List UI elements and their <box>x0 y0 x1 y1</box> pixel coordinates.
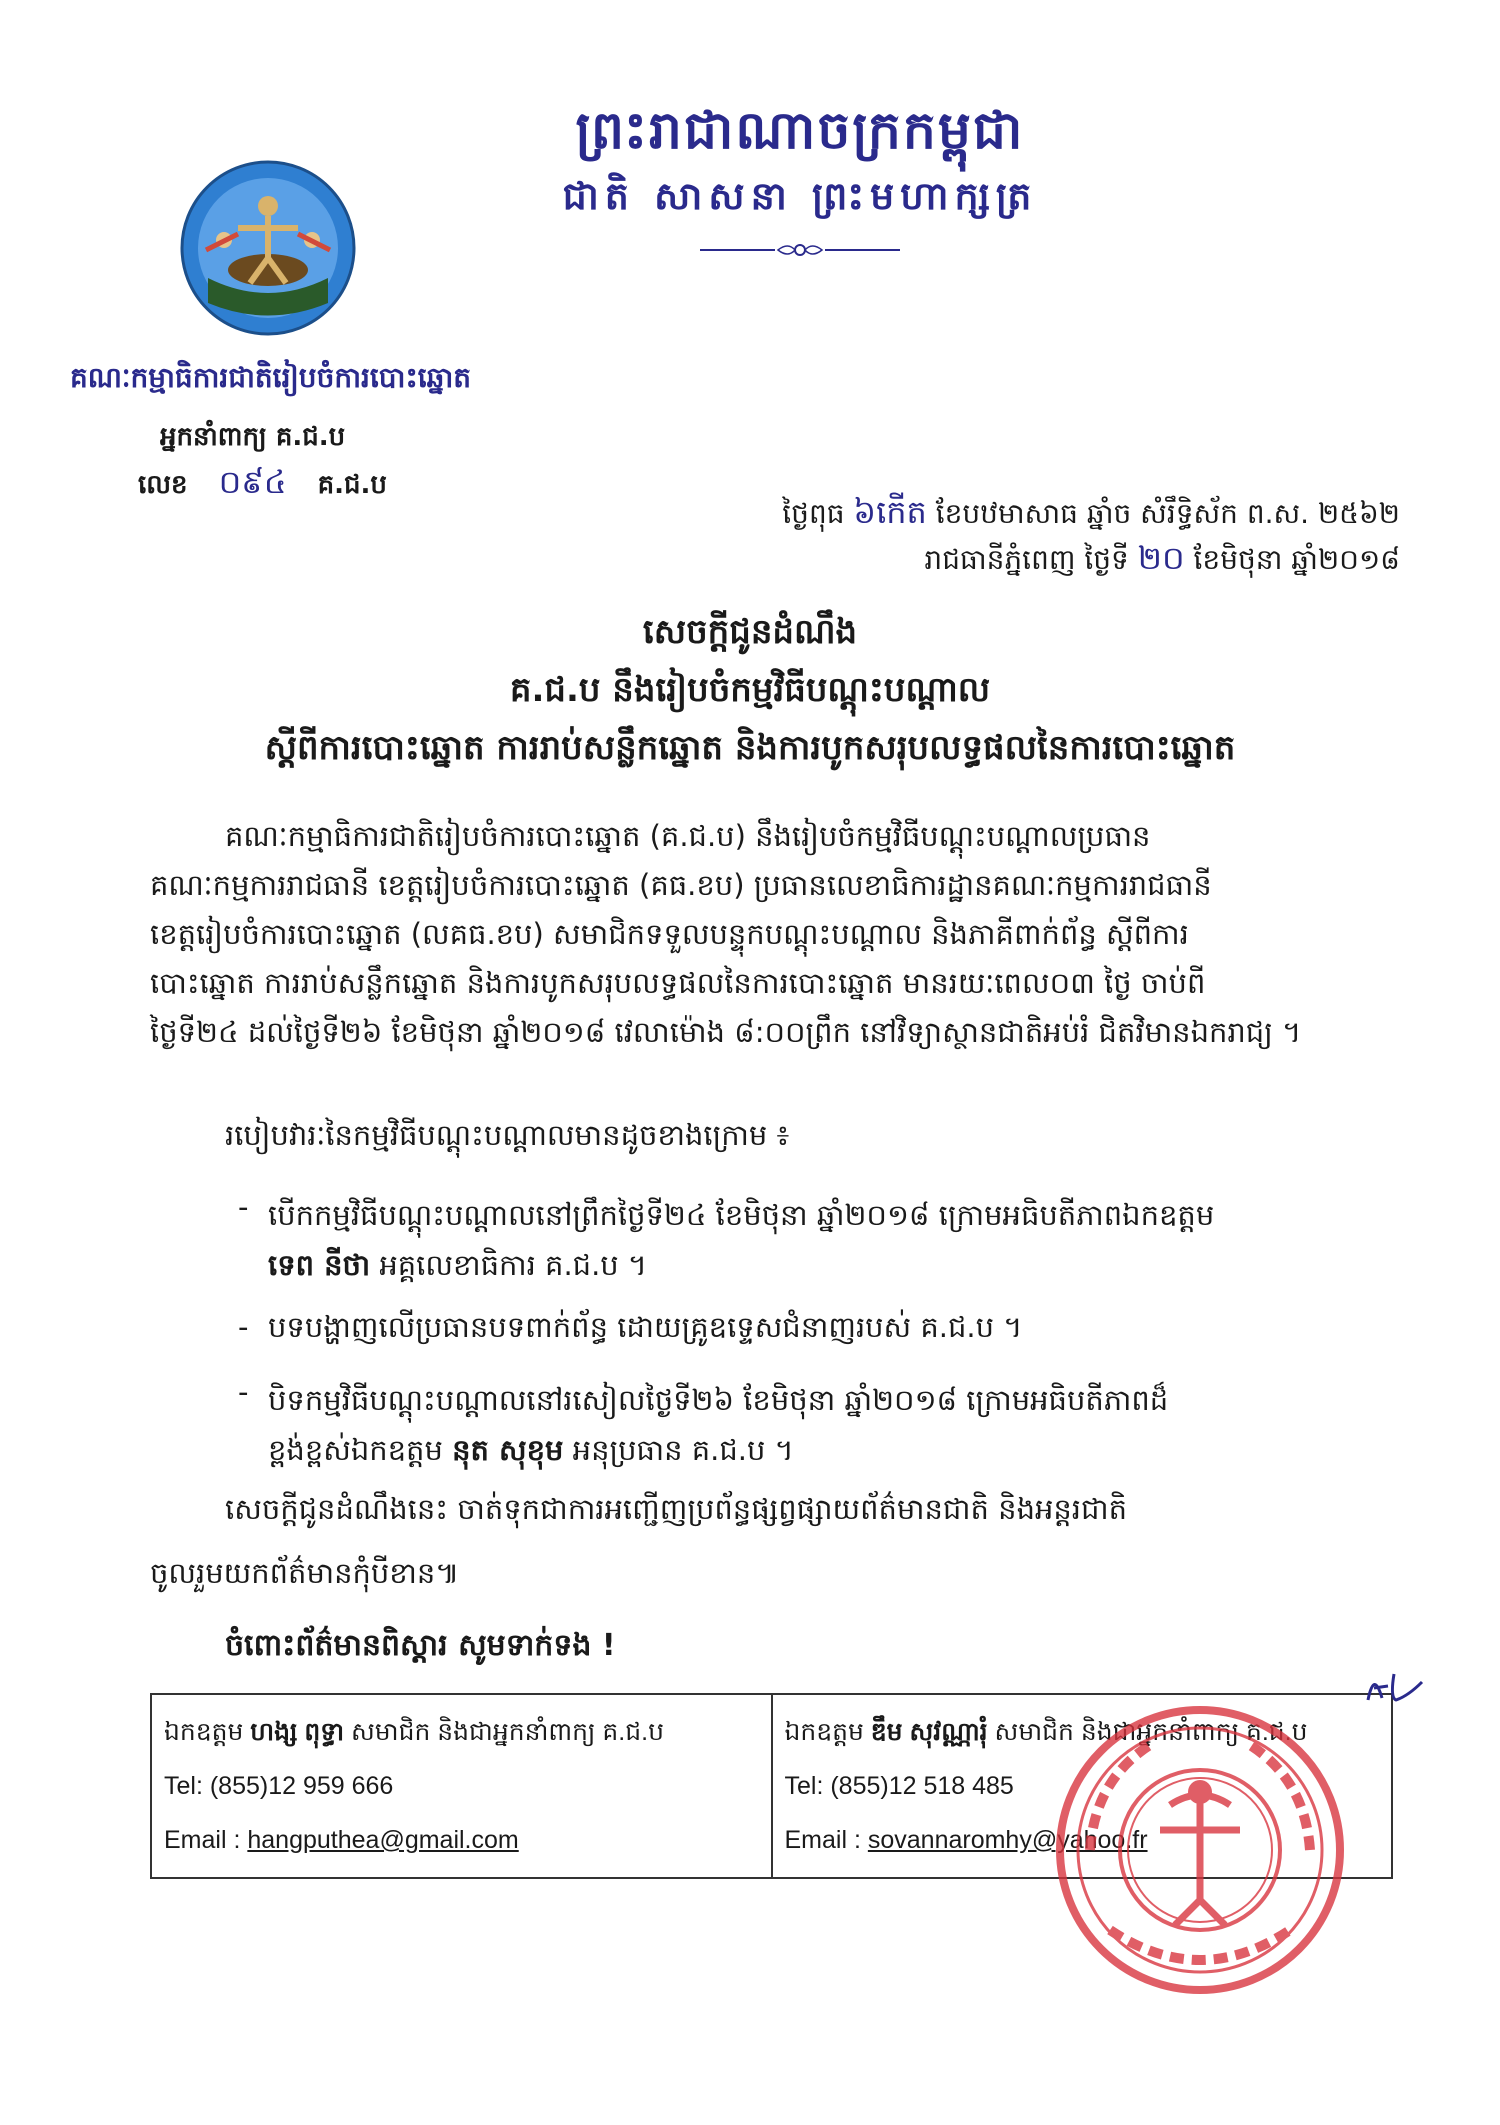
agenda-item-3-line2 <box>268 1425 1398 1475</box>
contact-title <box>164 1705 759 1759</box>
contact-tel: Tel: (855)12 959 666 <box>164 1772 394 1800</box>
lunar-rest: ខែបឋមាសាធ ឆ្នាំច សំរឹទ្ធិស័ក ព.ស. ២៥៦២ <box>935 497 1400 530</box>
ref-number-handwritten: ០៩៤ <box>218 463 287 501</box>
ref-suffix: គ.ជ.ប <box>317 470 387 500</box>
notice-subtitle-2: ស្តីពីការបោះឆ្នោត ការរាប់សន្លឹកឆ្នោត និងការបូកសរុបលទ្ធផលនៃការបោះឆ្នោត <box>264 728 1236 768</box>
notice-subtitle-1: គ.ជ.ប នឹងរៀបចំកម្មវិធីបណ្តុះបណ្តាល <box>509 670 991 710</box>
list-dash: - <box>238 1310 249 1344</box>
national-motto: ជាតិ សាសនា ព្រះមហាក្សត្រ <box>562 173 1038 218</box>
official-title: អគ្គលេខាធិការ គ.ជ.ប ។ <box>370 1248 648 1282</box>
ornament-divider-icon <box>700 240 900 260</box>
intro-paragraph-cont <box>150 861 1395 1057</box>
lunar-date <box>640 492 1400 539</box>
contact-email-row <box>164 1813 759 1867</box>
lunar-handwritten: ៦កើត <box>853 493 927 531</box>
title-suffix: សមាជិក និងជាអ្នកនាំពាក្យ គ.ជ.ប <box>344 1718 664 1746</box>
official-name: ទេព នីថា <box>268 1248 371 1282</box>
list-dash: - <box>238 1190 249 1224</box>
solar-date <box>640 538 1400 585</box>
official-name: នុត សុខុម <box>452 1433 564 1467</box>
official-seal-stamp-icon <box>1050 1700 1350 2000</box>
contact-name: ឌឹម សុវណ្ណារុំ <box>870 1718 988 1746</box>
item3-pre: ខ្ពង់ខ្ពស់ឯកឧត្តម <box>268 1433 453 1467</box>
spokesperson-label: អ្នកនាំពាក្យ គ.ជ.ប <box>160 422 346 452</box>
title-prefix: ឯកឧត្តម <box>164 1718 251 1746</box>
list-dash: - <box>238 1375 249 1409</box>
paragraph-line: គណៈកម្មាធិការជាតិរៀបចំការបោះឆ្នោត (គ.ជ.ប) នឹងរៀបចំកម្មវិធីបណ្តុះបណ្តាលប្រធាន <box>225 819 1151 853</box>
closing-line-2: ចូលរួមយកព័ត៌មានកុំបីខាន៕ <box>150 1556 460 1590</box>
agenda-item-3 <box>268 1375 1398 1475</box>
title-suffix: សមាជិក និងជាអ្នកនាំពាក្យ គ.ជ.ប <box>987 1718 1308 1746</box>
agenda-item-2: បទបង្ហាញលើប្រធានបទពាក់ព័ន្ធ ដោយគ្រូឧទ្ទេសជំនាញរបស់ គ.ជ.ប ។ <box>268 1310 1023 1344</box>
nec-logo-icon <box>178 158 358 338</box>
solar-prefix: រាជធានីភ្នំពេញ ថ្ងៃទី <box>924 543 1129 576</box>
title-prefix: ឯកឧត្តម <box>784 1718 871 1746</box>
email-label: Email : <box>164 1826 248 1854</box>
contact-tel: Tel: (855)12 518 485 <box>784 1772 1014 1800</box>
email-label: Email : <box>784 1826 868 1854</box>
organization-name: គណៈកម្មាធិការជាតិរៀបចំការបោះឆ្នោត <box>70 361 472 394</box>
notice-title: សេចក្តីជូនដំណឹង <box>642 612 858 652</box>
paragraph-line: ខេត្តរៀបចំការបោះឆ្នោត (លគធ.ខប) សមាជិកទទួលបន្ទុកបណ្តុះបណ្តាល និងភាគីពាក់ព័ន្ធ ស្តីពីការ <box>150 917 1189 951</box>
contact-card-1 <box>151 1694 772 1878</box>
email-link[interactable]: sovannaromhy@yahoo.fr <box>867 1826 1148 1854</box>
agenda-item-1-line1: បើកកម្មវិធីបណ្តុះបណ្តាលនៅព្រឹកថ្ងៃទី២៤ ខែមិថុនា ឆ្នាំ២០១៨ ក្រោមអធិបតីភាពឯកឧត្តម <box>268 1198 1215 1232</box>
solar-rest: ខែមិថុនា ឆ្នាំ២០១៨ <box>1193 543 1400 576</box>
reference-number <box>138 462 387 509</box>
initials-mark-icon <box>1360 1660 1430 1710</box>
email-link[interactable]: hangputhea@gmail.com <box>247 1826 519 1854</box>
agenda-item-1 <box>268 1190 1398 1290</box>
contact-regards: ចំពោះព័ត៌មានពិស្តារ សូមទាក់ទង ! <box>225 1628 616 1663</box>
kingdom-title: ព្រះរាជាណាចក្រកម្ពុជា <box>575 100 1025 161</box>
agenda-item-1-line2 <box>268 1240 1398 1290</box>
paragraph-line: ថ្ងៃទី២៤ ដល់ថ្ងៃទី២៦ ខែមិថុនា ឆ្នាំ២០១៨ វេលាម៉ោង ៨:០០ព្រឹក នៅវិទ្យាស្ថានជាតិអប់រំ ជិតវិមានឯករាជ្យ ។ <box>150 1015 1302 1049</box>
agenda-item-3-line1: បិទកម្មវិធីបណ្តុះបណ្តាលនៅរសៀលថ្ងៃទី២៦ ខែមិថុនា ឆ្នាំ២០១៨ ក្រោមអធិបតីភាពដ៏ <box>268 1383 1169 1417</box>
official-title: អនុប្រធាន គ.ជ.ប ។ <box>563 1433 794 1467</box>
ref-label: លេខ <box>138 470 188 500</box>
solar-day-handwritten: ២០ <box>1137 539 1185 577</box>
closing-line-1: សេចក្តីជូនដំណឹងនេះ ចាត់ទុកជាការអញ្ជើញប្រព័ន្ធផ្សព្វផ្សាយព័ត៌មានជាតិ និងអន្តរជាតិ <box>225 1492 1128 1526</box>
paragraph-line: បោះឆ្នោត ការរាប់សន្លឹកឆ្នោត និងការបូកសរុបលទ្ធផលនៃការបោះឆ្នោត មានរយៈពេល០៣ ថ្ងៃ ចាប់ពី <box>150 966 1206 1000</box>
lunar-prefix: ថ្ងៃពុធ <box>782 497 845 530</box>
contact-name: ហង្ស ពុទ្ធា <box>250 1718 345 1746</box>
paragraph-line: គណៈកម្មការរាជធានី ខេត្តរៀបចំការបោះឆ្នោត (គធ.ខប) ប្រធានលេខាធិការដ្ឋានគណៈកម្មការរាជធានី <box>150 868 1212 902</box>
intro-paragraph <box>225 812 1395 861</box>
agenda-intro: របៀបវារៈនៃកម្មវិធីបណ្តុះបណ្តាលមានដូចខាងក្រោម ៖ <box>225 1118 790 1152</box>
